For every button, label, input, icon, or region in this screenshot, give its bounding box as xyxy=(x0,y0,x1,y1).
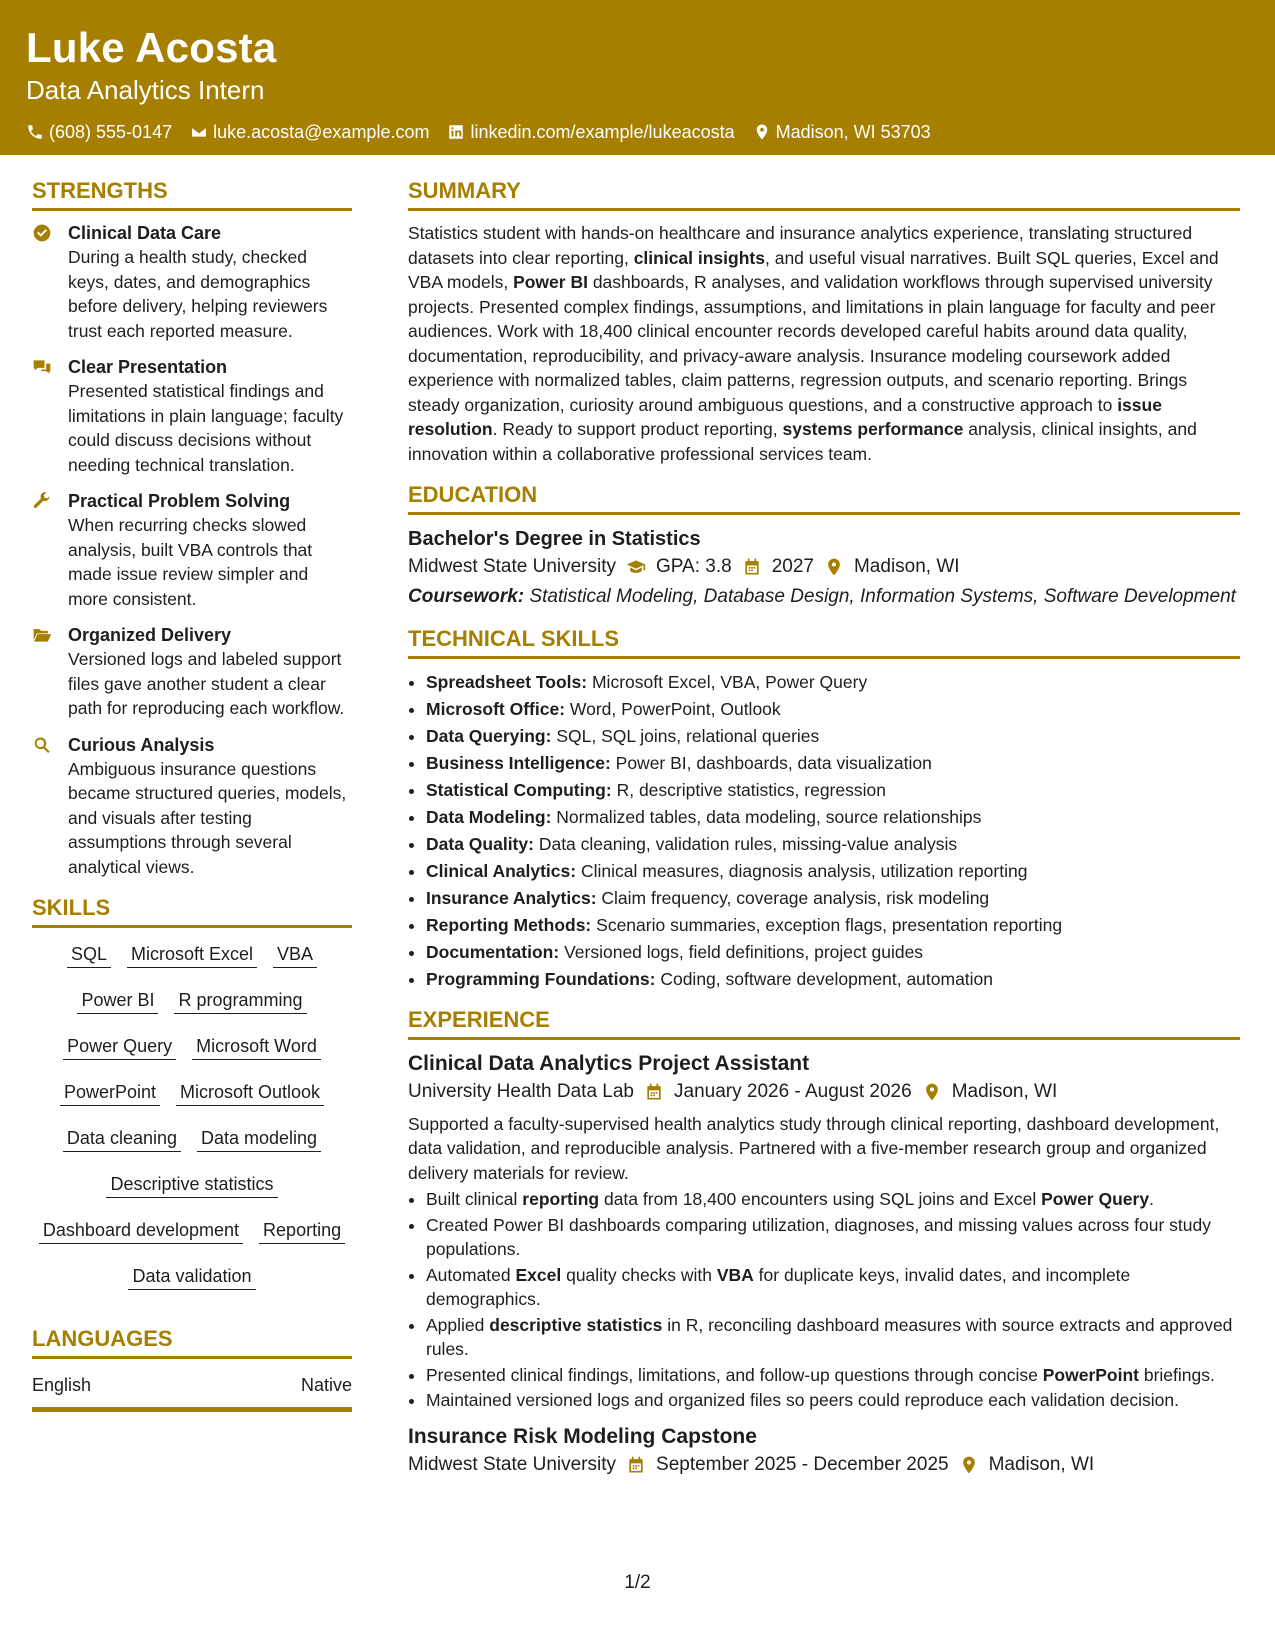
job-meta xyxy=(408,1451,1240,1479)
tech-skill-label: Business Intelligence: xyxy=(426,752,611,773)
technical-skills-list xyxy=(408,669,1240,993)
bold-text: PowerPoint xyxy=(1042,1364,1139,1385)
text-run: for duplicate keys, invalid dates, and incomplete demographics. xyxy=(426,1264,1131,1309)
skill-tag: Reporting xyxy=(259,1218,345,1244)
tech-skill-item xyxy=(426,696,1240,723)
tech-skill-label: Microsoft Office: xyxy=(426,698,566,719)
job-bullet xyxy=(426,1213,1240,1262)
tech-skill-value: Clinical measures, diagnosis analysis, utilization reporting xyxy=(580,860,1028,881)
job-bullet xyxy=(426,1263,1240,1312)
language-name: English xyxy=(32,1375,92,1395)
text-run: briefings. xyxy=(1139,1364,1215,1385)
summary-text xyxy=(408,221,1240,466)
text-run: , and useful visual narratives. Built SQL queries, Excel and VBA models, xyxy=(408,247,1219,292)
text-run: . Ready to support product reporting, xyxy=(492,419,783,439)
job-description: Supported a faculty-supervised health analytics study through clinical reporting, dashboard development, data validation, and reproducible analysis. Partnered with a five-member research group and organized delivery materials for review. xyxy=(408,1113,1220,1183)
map-marker-icon xyxy=(959,1455,979,1475)
text-run: Automated xyxy=(426,1264,516,1285)
school-name: Midwest State University xyxy=(408,556,617,577)
tech-skill-label: Insurance Analytics: xyxy=(426,887,597,908)
job-title: Insurance Risk Modeling Capstone xyxy=(408,1424,757,1448)
skill-tag: Descriptive statistics xyxy=(106,1172,277,1198)
job-location: Madison, WI xyxy=(988,1453,1095,1475)
tech-skill-value: Coding, software development, automation xyxy=(660,968,994,989)
bold-text: Power Query xyxy=(1041,1189,1150,1209)
experience-heading: EXPERIENCE xyxy=(408,1005,1240,1040)
candidate-title: Data Analytics Intern xyxy=(26,75,265,105)
text-run: analysis, clinical insights, and innovation within a collaborative professional services team. xyxy=(408,419,1197,464)
bold-text: issue resolution xyxy=(408,394,1162,439)
search-icon xyxy=(32,735,52,755)
text-run: . xyxy=(1149,1189,1154,1209)
tech-skill-label: Programming Foundations: xyxy=(426,968,656,989)
job-meta xyxy=(408,1078,1240,1106)
tech-skill-value: Normalized tables, data modeling, source relationships xyxy=(556,806,982,827)
contact-linkedin xyxy=(447,120,734,144)
text-run: Created Power BI dashboards comparing utilization, diagnoses, and missing values across four study populations. xyxy=(426,1214,1211,1259)
page-number: 1/2 xyxy=(624,1572,651,1593)
map-marker-icon xyxy=(922,1082,942,1102)
tech-skill-item xyxy=(426,723,1240,750)
skill-tag: Microsoft Outlook xyxy=(176,1080,324,1106)
skill-tag: Data modeling xyxy=(197,1126,321,1152)
skill-tag: SQL xyxy=(67,942,111,968)
phone-icon xyxy=(26,123,44,141)
education-meta xyxy=(408,553,1240,581)
strength-title: Organized Delivery xyxy=(68,625,232,645)
comments-icon xyxy=(32,357,52,377)
text-run: Built clinical xyxy=(426,1189,523,1209)
skill-tag: PowerPoint xyxy=(60,1080,160,1106)
tech-skill-value: Word, PowerPoint, Outlook xyxy=(569,698,781,719)
tech-skill-label: Data Modeling: xyxy=(426,806,552,827)
skill-tag: Data cleaning xyxy=(63,1126,181,1152)
tech-skill-label: Data Querying: xyxy=(426,725,552,746)
skill-tag: R programming xyxy=(174,988,306,1014)
bold-text: reporting xyxy=(522,1189,600,1209)
tech-skill-item xyxy=(426,885,1240,912)
language-row xyxy=(32,1373,352,1412)
text-run: Maintained versioned logs and organized files so peers could reproduce each validation decision. xyxy=(426,1390,1179,1410)
job-bullets xyxy=(408,1187,1240,1413)
tech-skill-label: Data Quality: xyxy=(426,833,534,854)
left-column xyxy=(32,176,352,1412)
coursework-label: Coursework: xyxy=(408,586,525,607)
strength-item xyxy=(32,355,352,477)
bold-text: clinical insights xyxy=(633,247,765,268)
job-bullet xyxy=(426,1187,1240,1212)
tech-skill-label: Statistical Computing: xyxy=(426,779,612,800)
summary-heading: SUMMARY xyxy=(408,176,1240,211)
job-dates: September 2025 - December 2025 xyxy=(656,1453,949,1475)
strength-desc: When recurring checks slowed analysis, built VBA controls that made issue review simpler and more consistent. xyxy=(68,515,313,609)
skill-tag: Data validation xyxy=(128,1264,255,1290)
text-run: dashboards, R analyses, and validation workflows through supervised university projects. Presented complex findings, assumptions, and limitations in plain language for faculty and peer audiences. Work with 18,400 clinical encounter records developed careful habits around data quality, documentation, reproducibility, and privacy-aware analysis. Insurance modeling coursework added experience with normalized tables, claim patterns, regression outputs, and scenario reporting. Brings steady organization, curiosity around ambiguous questions, and a constructive approach to xyxy=(408,272,1216,415)
strength-desc: Ambiguous insurance questions became structured queries, models, and visuals after testing assumptions through several analytical views. xyxy=(68,758,347,877)
gpa-text: GPA: 3.8 xyxy=(656,556,732,577)
tech-skill-item xyxy=(426,939,1240,966)
calendar-icon xyxy=(742,557,762,577)
check-circle-icon xyxy=(32,223,52,243)
tech-skill-value: Scenario summaries, exception flags, presentation reporting xyxy=(596,914,1063,935)
candidate-name: Luke Acosta xyxy=(26,24,277,71)
tech-skill-label: Documentation: xyxy=(426,941,560,962)
text-run: Presented clinical findings, limitations, and follow-up questions through concise xyxy=(426,1364,1043,1385)
education-heading: EDUCATION xyxy=(408,480,1240,515)
strength-title: Clinical Data Care xyxy=(68,223,222,243)
tech-skill-item xyxy=(426,858,1240,885)
language-level: Native xyxy=(300,1375,352,1395)
tech-skill-value: Data cleaning, validation rules, missing-value analysis xyxy=(538,833,958,854)
bold-text: Power BI xyxy=(513,272,588,292)
tech-skill-value: SQL, SQL joins, relational queries xyxy=(556,725,820,746)
linkedin-link[interactable]: linkedin.com/example/lukeacosta xyxy=(470,122,735,142)
tech-skill-label: Reporting Methods: xyxy=(426,914,592,935)
linkedin-icon xyxy=(447,123,465,141)
strength-title: Practical Problem Solving xyxy=(68,491,291,511)
contact-location xyxy=(753,120,931,144)
location-text: Madison, WI 53703 xyxy=(775,122,931,142)
job-entry xyxy=(408,1423,1240,1479)
tech-skill-value: Power BI, dashboards, data visualization xyxy=(615,752,932,773)
skill-tag: Power Query xyxy=(63,1034,176,1060)
text-run: data from 18,400 encounters using SQL joins and Excel xyxy=(599,1189,1042,1209)
coursework-list: Statistical Modeling, Database Design, Information Systems, Software Development xyxy=(529,586,1236,607)
job-bullet xyxy=(426,1313,1240,1362)
coursework xyxy=(408,585,1240,610)
strength-desc: Presented statistical findings and limitations in plain language; faculty could discuss decisions without needing technical translation. xyxy=(68,381,344,475)
strength-desc: Versioned logs and labeled support files gave another student a clear path for reproducing each workflow. xyxy=(68,649,345,718)
graduation-year: 2027 xyxy=(771,556,814,577)
strength-item xyxy=(32,623,352,721)
job-org: Midwest State University xyxy=(408,1453,617,1475)
skill-tag: Dashboard development xyxy=(39,1218,243,1244)
job-entry xyxy=(408,1050,1240,1413)
tech-skill-item xyxy=(426,966,1240,993)
strength-item xyxy=(32,221,352,343)
map-marker-icon xyxy=(824,557,844,577)
job-bullet xyxy=(426,1363,1240,1388)
job-org: University Health Data Lab xyxy=(408,1080,634,1102)
right-column xyxy=(408,176,1240,1479)
tech-skill-value: R, descriptive statistics, regression xyxy=(616,779,886,800)
contact-bar xyxy=(26,120,1275,144)
job-location: Madison, WI xyxy=(951,1080,1058,1102)
bold-text: descriptive statistics xyxy=(489,1314,663,1335)
phone-text[interactable]: (608) 555-0147 xyxy=(49,122,173,142)
calendar-icon xyxy=(644,1082,664,1102)
text-run: in R, reconciling dashboard measures with source extracts and approved rules. xyxy=(426,1314,1233,1359)
tech-skill-item xyxy=(426,750,1240,777)
contact-email xyxy=(190,120,429,144)
job-bullet xyxy=(426,1388,1240,1413)
tech-skill-item xyxy=(426,804,1240,831)
skill-tag: Microsoft Excel xyxy=(127,942,257,968)
strength-title: Curious Analysis xyxy=(68,734,215,755)
languages-heading: LANGUAGES xyxy=(32,1324,352,1359)
strength-title: Clear Presentation xyxy=(68,357,228,377)
bold-text: VBA xyxy=(716,1264,754,1285)
tech-skill-item xyxy=(426,912,1240,939)
wrench-icon xyxy=(32,491,52,511)
tech-skill-value: Microsoft Excel, VBA, Power Query xyxy=(591,671,868,692)
skill-tag: VBA xyxy=(273,942,317,968)
job-title: Clinical Data Analytics Project Assistant xyxy=(408,1051,810,1075)
tech-skill-value: Claim frequency, coverage analysis, risk modeling xyxy=(601,887,990,908)
strength-item xyxy=(32,733,352,880)
tech-skill-item xyxy=(426,777,1240,804)
skills-tags xyxy=(32,938,352,1290)
strengths-list xyxy=(32,221,352,879)
bold-text: systems performance xyxy=(782,419,964,439)
tech-skill-label: Clinical Analytics: xyxy=(426,860,577,881)
text-run: Statistics student with hands-on healthcare and insurance analytics experience, translating structured datasets into clear reporting, xyxy=(408,223,1193,268)
resume-header xyxy=(0,0,1275,155)
strength-desc: During a health study, checked keys, dates, and demographics before delivery, helping reviewers trust each reported measure. xyxy=(68,247,328,341)
degree-title: Bachelor's Degree in Statistics xyxy=(408,528,701,550)
technical-skills-heading: TECHNICAL SKILLS xyxy=(408,624,1240,659)
text-run: quality checks with xyxy=(561,1264,717,1285)
envelope-icon xyxy=(190,123,208,141)
calendar-icon xyxy=(626,1455,646,1475)
email-link[interactable]: luke.acosta@example.com xyxy=(213,122,430,142)
strengths-heading: STRENGTHS xyxy=(32,176,352,211)
bold-text: Excel xyxy=(515,1264,562,1285)
map-marker-icon xyxy=(753,123,771,141)
tech-skill-value: Versioned logs, field definitions, project guides xyxy=(564,941,924,962)
skills-heading: SKILLS xyxy=(32,893,352,928)
folder-open-icon xyxy=(32,625,52,645)
skill-tag: Power BI xyxy=(77,988,158,1014)
tech-skill-item xyxy=(426,831,1240,858)
tech-skill-label: Spreadsheet Tools: xyxy=(426,671,588,692)
contact-phone xyxy=(26,120,172,144)
graduation-cap-icon xyxy=(626,557,646,577)
text-run: Applied xyxy=(426,1314,490,1335)
job-dates: January 2026 - August 2026 xyxy=(674,1080,912,1102)
education-location: Madison, WI xyxy=(853,556,960,577)
strength-item xyxy=(32,489,352,611)
skill-tag: Microsoft Word xyxy=(192,1034,321,1060)
tech-skill-item xyxy=(426,669,1240,696)
